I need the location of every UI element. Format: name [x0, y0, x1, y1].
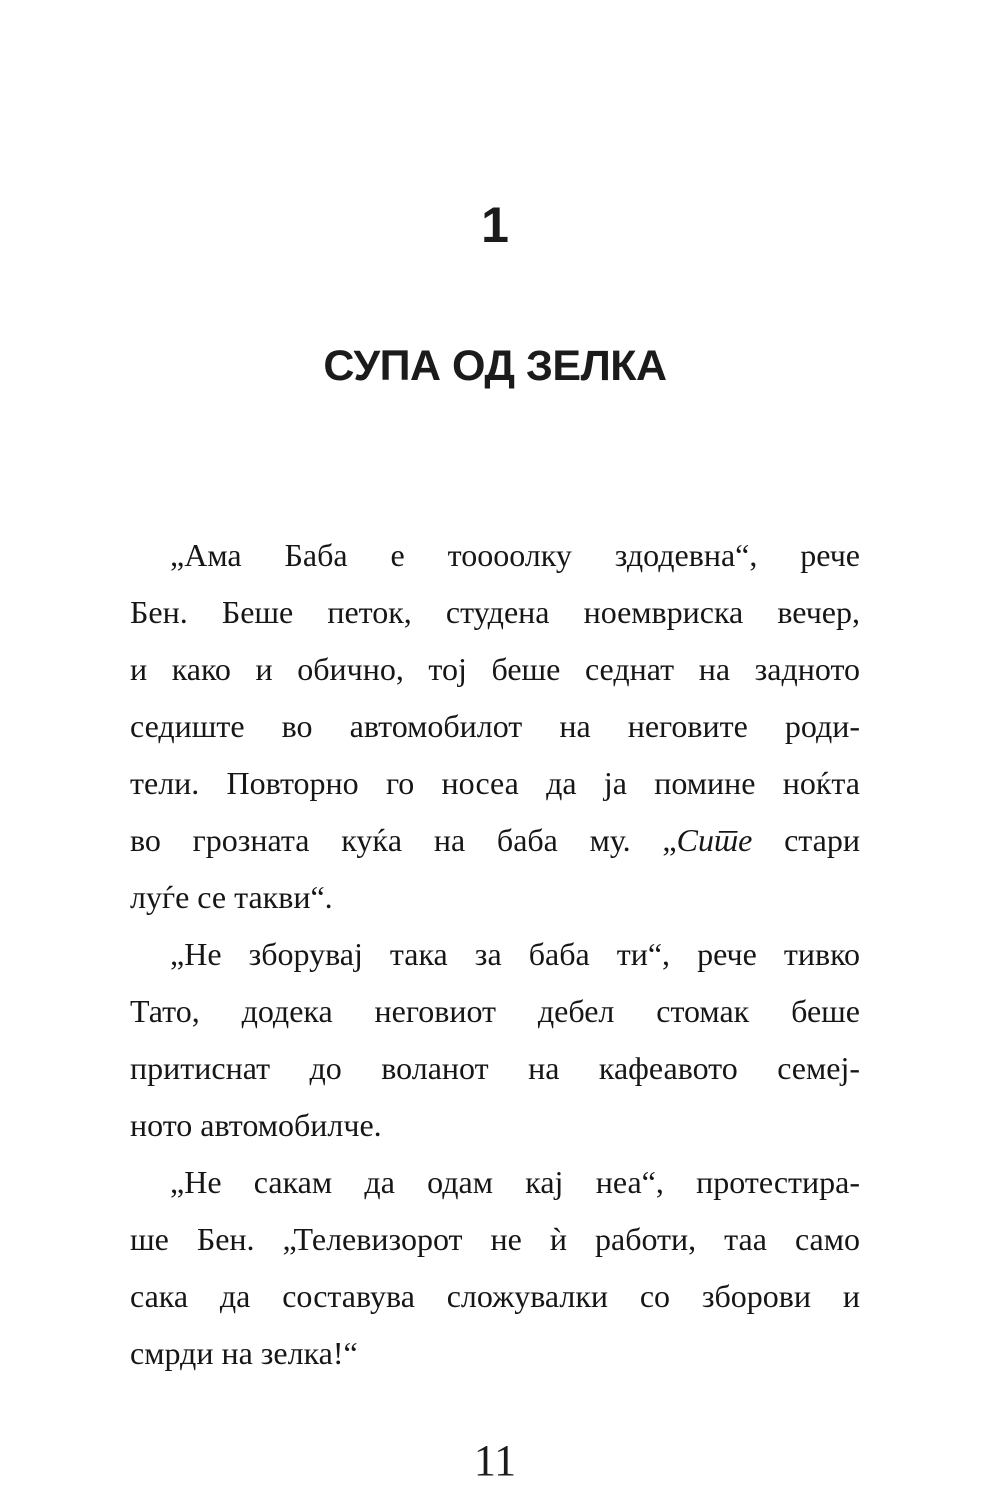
text-line: Бен. Беше петок, студена ноемвриска вечер, [130, 594, 860, 630]
italic-text: Сите [676, 822, 753, 858]
text-line: тели. Повторно го носеа да ја помине ноќта [130, 765, 860, 801]
page-number: 11 [473, 1436, 517, 1485]
text-line: во грозната куќа на баба му. „Сите стари [130, 822, 860, 858]
text-line: смрди на зелка!“ [130, 1335, 358, 1371]
text-line: луѓе се такви“. [130, 879, 333, 915]
text-line: седиште во автомобилот на неговите роди- [130, 708, 860, 744]
text-line: Тато, додека неговиот дебел стомак беше [130, 993, 860, 1029]
text-line: „Не зборувај така за баба ти“, рече тивко [170, 936, 860, 972]
chapter-title: СУПА ОД ЗЕЛКА [323, 342, 667, 390]
text-line: „Ама Баба е тоооолку здодевна“, рече [170, 537, 860, 573]
text-line: сака да составува сложувалки со зборови и [130, 1278, 860, 1314]
chapter-number: 1 [481, 197, 509, 253]
body-text [130, 527, 860, 1382]
text-line: ше Бен. „Телевизорот не ѝ работи, таа само [130, 1221, 860, 1257]
text-line: и како и обично, тој беше седнат на задното [130, 651, 860, 687]
text-line: „Не сакам да одам кај неа“, протестира- [170, 1164, 860, 1200]
text-line: ното автомобилче. [130, 1107, 382, 1143]
text-line: притиснат до воланот на кафеавото семеј- [130, 1050, 860, 1086]
